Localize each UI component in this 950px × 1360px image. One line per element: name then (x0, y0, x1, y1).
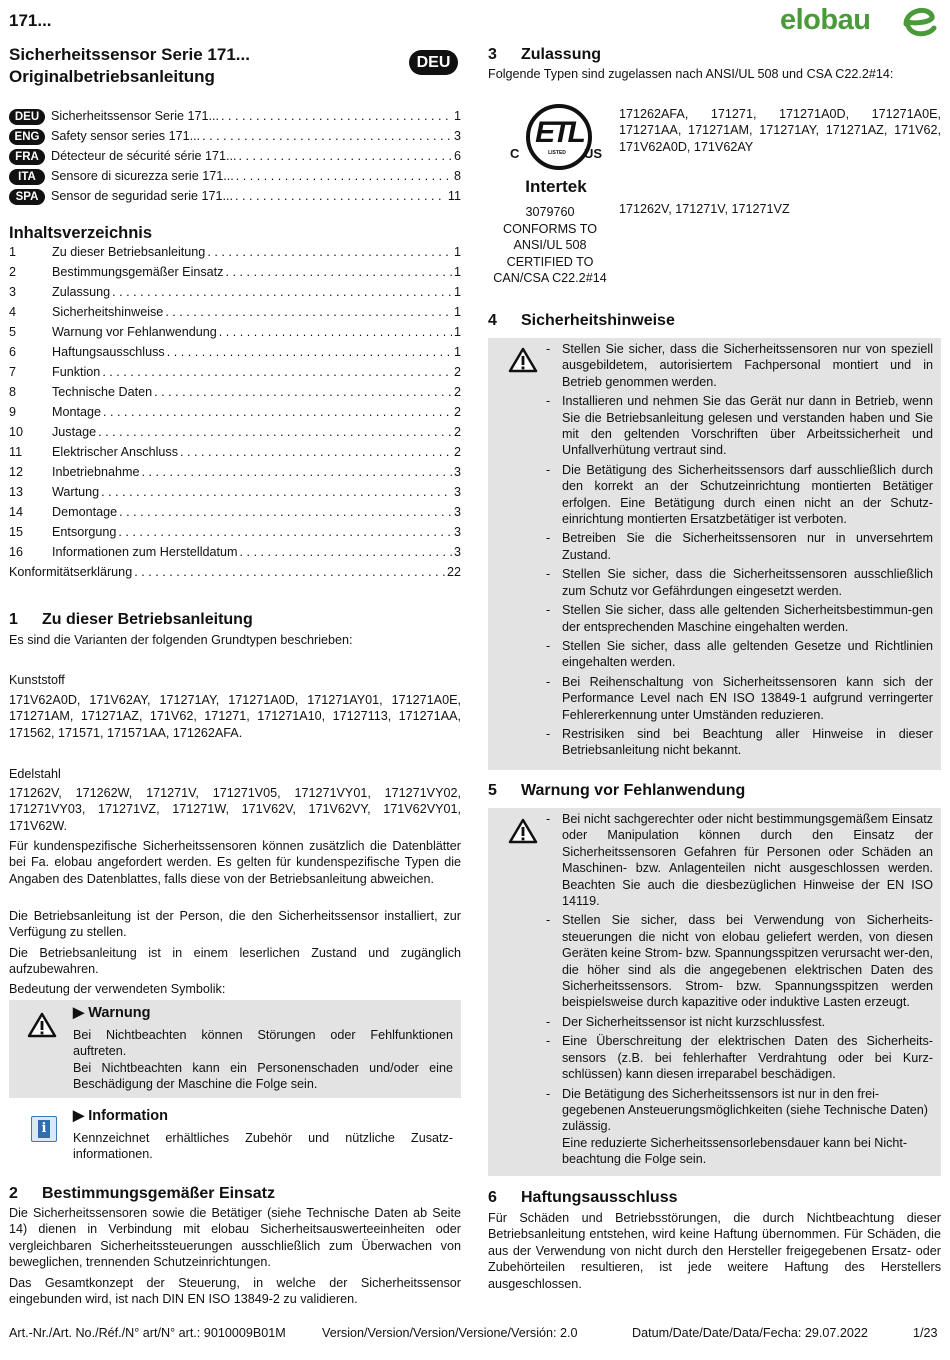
toc-label: Konformitätserklärung (9, 565, 133, 579)
toc-entry[interactable] (9, 422, 461, 442)
s3-intro: Folgende Typen sind zugelassen nach ANSI/UL 508 und CSA C22.2#14: (488, 67, 894, 81)
language-entry[interactable] (9, 186, 461, 206)
toc-entry[interactable] (9, 362, 461, 382)
s2-para1: Die Sicherheitssensoren sowie die Betätiger (siehe Technische Daten ab Seite 14) dienen in Verbindung mit elobau Sicherheitsauswerteeinheiten oder vergleichbaren Sicherheitssteuerungen ausschließlich zum Überwachen von beweglichen, trennenden Schutzeinrichtungen. (9, 1206, 461, 1270)
toc-entry[interactable] (9, 462, 461, 482)
warning-triangle-icon (508, 347, 538, 373)
toc-label: Funktion (52, 365, 101, 379)
cert-line: CAN/CSA C22.2#14 (493, 271, 607, 286)
toc-label: Zu dieser Betriebsanleitung (52, 245, 206, 259)
safety-note-item: - Die Betätigung des Sicherheitssensors darf ausschließlich durch den korrekt an der Schutzeinrichtung montierten Betätiger erfolgen. Eine Betätigung durch einen nicht an der Schutz-einrichtung montierten Ersatzbetätiger ist verboten. (540, 462, 933, 528)
toc-entry[interactable] (9, 482, 461, 502)
logo-text: elobau (780, 4, 871, 36)
language-label: Sensore di sicurezza serie 171... (51, 169, 234, 183)
footer-version: Version/Version/Version/Versione/Versión: 2.0 (322, 1326, 578, 1340)
toc-number: 10 (9, 425, 24, 439)
language-entry[interactable] (9, 146, 461, 166)
toc-page: 1 (453, 285, 461, 299)
s4-heading: 4 Sicherheitshinweise (488, 312, 675, 329)
warning-line2: Bei Nichtbeachten kann ein Personenschaden und/oder eine Beschädigung der Maschine die Folge sein. (73, 1061, 453, 1092)
toc-label: Elektrischer Anschluss (52, 445, 178, 459)
dot-leader (239, 146, 452, 166)
warning-triangle-icon (27, 1012, 57, 1038)
dot-leader (98, 422, 452, 442)
language-badge: ENG (9, 129, 45, 145)
elobau-logo (780, 2, 942, 38)
cert-line: 3079760 (525, 205, 575, 219)
toc-number: 4 (9, 305, 17, 319)
toc-page: 3 (453, 465, 461, 479)
misuse-warning-list (540, 811, 933, 1171)
dot-leader (101, 482, 452, 502)
toc-page: 2 (453, 445, 461, 459)
safety-note-item: - Stellen Sie sicher, dass die Sicherheitssensoren ausschließlich zum Schutz vor Gefährdungen eingesetzt werden. (540, 566, 933, 599)
dot-leader (119, 502, 452, 522)
toc-label: Justage (52, 425, 97, 439)
s1-para4: Bedeutung der verwendeten Symbolik: (9, 982, 226, 996)
misuse-warning-item: - Eine Überschreitung der elektrischen Daten des Sicherheits-sensors (z.B. bei fehlerhafter Verdrahtung oder bei Kurz-schlüssen) kann diesen irreparabel beschädigen. (540, 1033, 933, 1082)
toc-label: Wartung (52, 485, 100, 499)
dot-leader (180, 442, 452, 462)
language-entry[interactable] (9, 106, 461, 126)
language-badge: ITA (9, 169, 45, 185)
s1-para1: Für kundenspezifische Sicherheitssensoren können zusätzlich die Datenblätter bei Fa. elobau angefordert werden. Es gelten für kundenspezifische Typen die Angaben des Datenblattes, falls diese von der Betriebsanleitung abweichen. (9, 839, 461, 886)
s2-para2: Das Gesamtkonzept der Steuerung, in welche der Sicherheitssensor eingebunden wird, ist nach DIN EN ISO 13849-2 zu validieren. (9, 1276, 461, 1307)
toc-label: Bestimmungsgemäßer Einsatz (52, 265, 224, 279)
safety-note-item: - Stellen Sie sicher, dass alle geltenden Gesetze und Richtlinien eingehalten werden. (540, 638, 933, 671)
toc-number: 8 (9, 385, 17, 399)
kunststoff-list: 171V62A0D, 171V62AY, 171271AY, 171271A0D, 171271AY01, 171271A0E, 171271AM, 171271AZ, 171V62, 171271, 171271A10, 17127113, 171271AA, 171562, 171571, 171571AA, 171262AFA. (9, 693, 461, 740)
toc-entry[interactable] (9, 382, 461, 402)
toc-page: 3 (453, 505, 461, 519)
safety-note-item: - Stellen Sie sicher, dass alle geltenden Sicherheitsbestimmun-gen der entsprechenden Maschine eingehalten werden. (540, 602, 933, 635)
toc-page: 3 (453, 525, 461, 539)
dot-leader (102, 362, 452, 382)
safety-note-item: - Restrisiken sind bei Beachtung aller Hinweise in dieser Betriebsanleitung nicht bekannt. (540, 726, 933, 759)
safety-note-item: - Installieren und nehmen Sie das Gerät nur dann in Betrieb, wenn Sie die Betriebsanleitung gelesen und verstanden haben und Sie mit den geltenden Vorschriften über Arbeitssicherheit und Unfallverhütung vertraut sind. (540, 393, 933, 459)
toc-label: Technische Daten (52, 385, 153, 399)
misuse-warning-item: - Bei nicht sachgerechter oder nicht bestimmungsgemäßem Einsatz oder Manipulation können durch den Einsatz der Sicherheitssensoren Gefahren für Personen oder Schäden an Maschinen- bzw. Anlagenteilen nicht ausgeschlossen werden. Beachten Sie auch die diesbezüglichen Hinweise der EN ISO 14119. (540, 811, 933, 909)
toc-page: 2 (453, 385, 461, 399)
toc-page: 1 (453, 305, 461, 319)
toc-number: 15 (9, 525, 24, 539)
toc-label: Sicherheitshinweise (52, 305, 164, 319)
safety-notes-list (540, 341, 933, 762)
s1-heading: 1 Zu dieser Betriebsanleitung (9, 611, 253, 628)
toc-page: 22 (446, 565, 461, 579)
approved-types-1: 171262AFA, 171271, 171271A0D, 171271A0E, 171271AA, 171271AM, 171271AY, 171271AZ, 171V62, 171V62A0D, 171V62AY (619, 107, 941, 154)
s6-para1: Für Schäden und Betriebsstörungen, die durch Nichtbeachtung dieser Betriebsanleitung entstehen, wird keine Haftung übernommen. Für Schäden, die aus der Verwendung von nicht durch den Hersteller freigegebenen Ersatz- oder Zubehörteilen resultieren, ist jede weitere Haftung des Herstellers ausgeschlossen. (488, 1211, 941, 1291)
misuse-warning-box (488, 808, 941, 1176)
information-symbol-box (9, 1104, 461, 1164)
toc-entry[interactable] (9, 402, 461, 422)
toc-page: 1 (453, 245, 461, 259)
cert-line: CERTIFIED TO (506, 254, 594, 269)
toc-number: 2 (9, 265, 17, 279)
toc-label: Informationen zum Herstelldatum (52, 545, 238, 559)
toc-page: 3 (453, 545, 461, 559)
misuse-warning-item: - Stellen Sie sicher, dass bei Verwendung von Sicherheits-steuerungen die nicht von elobau geliefert werden, von diesen Geräten keine Strom- bzw. Spannungsspitzen verursacht wer-den, die höher sind als die angegebenen elektrischen Daten des Sicherheitssensors. Strom- bzw. Spannungsspitzen werden beispielsweise durch kapazitive oder induktive Lasten erzeugt. (540, 912, 933, 1010)
toc-page: 3 (453, 485, 461, 499)
s2-heading: 2 Bestimmungsgemäßer Einsatz (9, 1185, 275, 1202)
cert-line: ANSI/UL 508 (513, 238, 587, 253)
toc-label: Zulassung (52, 285, 111, 299)
warning-symbol-box (9, 1000, 461, 1098)
edelstahl-label: Edelstahl (9, 767, 61, 781)
language-label: Safety sensor series 171... (51, 129, 201, 143)
toc-number: 16 (9, 545, 24, 559)
dot-leader (225, 262, 452, 282)
toc-label: Entsorgung (52, 525, 117, 539)
language-entry[interactable] (9, 126, 461, 146)
toc-label: Inbetriebnahme (52, 465, 140, 479)
etl-letters: ETL (535, 116, 583, 149)
language-page: 6 (453, 149, 461, 163)
dot-leader (165, 302, 452, 322)
etl-us: US (584, 146, 603, 161)
dot-leader (207, 242, 452, 262)
toc-entry[interactable] (9, 542, 461, 562)
dot-leader (134, 562, 445, 582)
toc-page: 2 (453, 365, 461, 379)
toc-number: 12 (9, 465, 24, 479)
s3-heading: 3 Zulassung (488, 46, 602, 63)
language-page: 1 (453, 109, 461, 123)
dot-leader (112, 282, 452, 302)
footer-date: Datum/Date/Date/Data/Fecha: 29.07.2022 (632, 1326, 868, 1340)
toc-entry-conformity[interactable] (9, 562, 461, 582)
toc-label: Demontage (52, 505, 118, 519)
s1-para2: Die Betriebsanleitung ist der Person, die den Sicherheitssensor installiert, zur Verfügung zu stellen. (9, 909, 461, 940)
toc-entry[interactable] (9, 302, 461, 322)
toc-list (9, 242, 461, 582)
toc-label: Montage (52, 405, 102, 419)
toc-page: 2 (453, 425, 461, 439)
dot-leader (202, 126, 452, 146)
language-page: 11 (447, 189, 461, 203)
misuse-warning-text: Die Betätigung des Sicherheitssensors ist nur in den frei-gegebenen Ansteuerungsmöglichkeiten (siehe Technische Daten) zulässig. (562, 1086, 928, 1134)
language-badge: DEU (9, 109, 45, 125)
s1-intro: Es sind die Varianten der folgenden Grundtypen beschrieben: (9, 633, 353, 647)
language-entry[interactable] (9, 166, 461, 186)
dot-leader (221, 106, 452, 126)
toc-entry[interactable] (9, 322, 461, 342)
logo-swoosh-icon (898, 2, 938, 38)
toc-label: Haftungsausschluss (52, 345, 165, 359)
language-badge: FRA (9, 149, 45, 165)
dot-leader (240, 542, 452, 562)
toc-entry[interactable] (9, 262, 461, 282)
dot-leader (118, 522, 452, 542)
language-label: Sensor de seguridad serie 171... (51, 189, 234, 203)
dot-leader (154, 382, 452, 402)
language-badge: SPA (9, 189, 45, 205)
doc-subtitle: Originalbetriebsanleitung (9, 67, 215, 86)
footer-article-number: Art.-Nr./Art. No./Réf./N° art/N° art.: 9010009B01M (9, 1326, 286, 1340)
toc-entry[interactable] (9, 342, 461, 362)
safety-notes-box (488, 338, 941, 770)
information-title: ▶ Information (73, 1108, 168, 1124)
dot-leader (142, 462, 452, 482)
cert-text (488, 204, 612, 287)
misuse-warning-item: - Der Sicherheitssensor ist nicht kurzschlussfest. (540, 1014, 933, 1030)
information-text: Kennzeichnet erhältliches Zubehör und nützliche Zusatz-informationen. (73, 1131, 453, 1162)
toc-page: 2 (453, 405, 461, 419)
language-page: 3 (453, 129, 461, 143)
kunststoff-label: Kunststoff (9, 673, 65, 687)
dot-leader (219, 322, 452, 342)
footer-page-number: 1/23 (913, 1326, 938, 1340)
dot-leader (167, 342, 452, 362)
toc-number: 13 (9, 485, 24, 499)
language-list (9, 106, 461, 206)
toc-number: 3 (9, 285, 17, 299)
doc-code: 171... (9, 11, 52, 30)
etl-listed-logo (510, 100, 602, 200)
safety-note-item: - Bei Reihenschaltung von Sicherheitssensoren kann sich der Performance Level nach EN ISO 13849-1 aufgrund verringerter Fehlererkennung unter Umständen reduzieren. (540, 674, 933, 723)
language-label: Sicherheitssensor Serie 171... (51, 109, 220, 123)
etl-c: C (510, 146, 520, 161)
toc-entry[interactable] (9, 242, 461, 262)
dot-leader (103, 402, 452, 422)
toc-number: 6 (9, 345, 17, 359)
etl-listed: LISTED (548, 150, 566, 156)
information-icon: i (31, 1116, 57, 1142)
toc-number: 9 (9, 405, 17, 419)
edelstahl-list: 171262V, 171262W, 171271V, 171271V05, 171271VY01, 171271VY02, 171271VY03, 171271VZ, 171271W, 171V62V, 171V62VY, 171V62VY01, 171V62W. (9, 786, 461, 833)
dot-leader (235, 186, 446, 206)
toc-entry[interactable] (9, 502, 461, 522)
dot-leader (236, 166, 452, 186)
misuse-warning-extra: Eine reduzierte Sicherheitssensorlebensdauer kann bei Nicht-beachtung die Folge sein. (562, 1135, 908, 1167)
language-page: 8 (453, 169, 461, 183)
s1-para3: Die Betriebsanleitung ist in einem leserlichen Zustand und zugänglich aufzubewahren. (9, 946, 461, 977)
toc-number: 1 (9, 245, 17, 259)
toc-entry[interactable] (9, 282, 461, 302)
cert-line: CONFORMS TO (503, 221, 597, 236)
toc-number: 7 (9, 365, 17, 379)
toc-label: Warnung vor Fehlanwendung (52, 325, 217, 339)
language-label: Détecteur de sécurité série 171... (51, 149, 237, 163)
toc-page: 1 (453, 265, 461, 279)
safety-note-item: - Betreiben Sie die Sicherheitssensoren nur in unversehrtem Zustand. (540, 530, 933, 563)
warning-line1: Bei Nichtbeachten können Störungen oder Fehlfunktionen auftreten. (73, 1028, 453, 1059)
approved-types-2: 171262V, 171271V, 171271VZ (619, 202, 790, 216)
warning-triangle-icon (508, 818, 538, 844)
deu-badge: DEU (409, 50, 458, 75)
intertek-text: Intertek (525, 177, 587, 196)
safety-note-item: - Stellen Sie sicher, dass die Sicherheitssensoren nur von speziell ausgebildetem, autorisiertem Fachpersonal montiert und in Betrieb genommen werden. (540, 341, 933, 390)
toc-page: 1 (453, 325, 461, 339)
misuse-warning-item (540, 1086, 933, 1168)
toc-number: 11 (9, 445, 23, 459)
toc-entry[interactable] (9, 442, 461, 462)
s6-heading: 6 Haftungsausschluss (488, 1189, 678, 1206)
warning-title: ▶ Warnung (73, 1005, 151, 1021)
doc-title: Sicherheitssensor Serie 171... (9, 45, 250, 64)
toc-number: 14 (9, 505, 24, 519)
toc-entry[interactable] (9, 522, 461, 542)
toc-number: 5 (9, 325, 17, 339)
s5-heading: 5 Warnung vor Fehlanwendung (488, 782, 746, 799)
toc-title: Inhaltsverzeichnis (9, 224, 153, 242)
toc-page: 1 (453, 345, 461, 359)
